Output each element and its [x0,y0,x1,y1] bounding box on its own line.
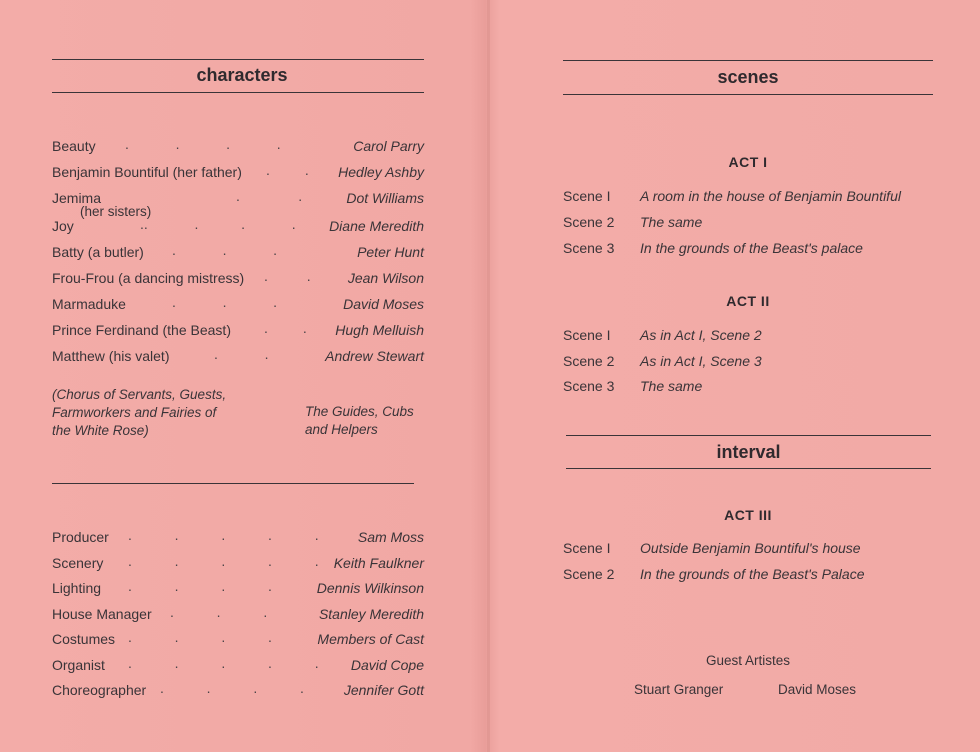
leader-dots: . . [266,162,309,178]
characters-heading: characters [196,65,288,85]
actor-name: Hugh Melluish [335,322,424,338]
crew-role: Producer [52,529,109,545]
chorus-line: and Helpers [305,422,378,437]
role-name: Joy [52,218,74,234]
act-title: ACT I [728,154,768,170]
scene-description: The same [640,378,703,394]
role-name: Matthew (his valet) [52,348,170,364]
scene-number: Scene I [563,540,611,556]
crew-name: Sam Moss [357,529,424,545]
crew-role: Choreographer [52,682,147,698]
crew-role: Costumes [52,631,116,647]
actor-name: Dot Williams [346,190,424,206]
act-title: ACT II [726,293,770,309]
role-name: Prince Ferdinand (the Beast) [52,322,231,338]
chorus-performers [305,403,414,439]
crew-name: Jennifer Gott [343,682,424,698]
leader-dots: . . [236,188,303,204]
divider [52,59,424,60]
actor-name: Peter Hunt [357,244,424,260]
divider [566,468,931,469]
scene-number: Scene 3 [563,378,615,394]
crew-role: House Manager [52,606,152,622]
crew-name: Dennis Wilkinson [316,580,424,596]
divider [563,60,933,61]
scene-number: Scene 3 [563,240,615,256]
scene-number: Scene 2 [563,353,615,369]
crew-name: Stanley Meredith [318,606,424,622]
actor-name: Hedley Ashby [338,164,424,180]
chorus-line: Farmworkers and Fairies of [52,405,217,420]
interval-heading: interval [716,442,781,462]
scene-description: As in Act I, Scene 3 [640,353,762,369]
leader-dots: . . . . . [128,655,319,671]
chorus-note [52,386,226,440]
leader-dots: . . . [170,604,268,620]
guest-artist-name: Stuart Granger [634,682,724,697]
divider [52,483,414,484]
guest-artist-name: David Moses [778,682,857,697]
crew-role: Organist [52,657,105,673]
divider [566,435,931,436]
role-name: Marmaduke [52,296,126,312]
leader-dots: . . . . . [128,527,319,543]
scene-description: In the grounds of the Beast's Palace [640,566,865,582]
scene-description: As in Act I, Scene 2 [640,327,762,343]
guest-artistes-title: Guest Artistes [705,653,791,668]
crew-role: Scenery [52,555,104,571]
chorus-line: the White Rose) [52,423,149,438]
role-name: Beauty [52,138,96,154]
leader-dots: . . . . . [128,553,319,569]
actor-name: David Moses [343,296,424,312]
scene-number: Scene I [563,327,611,343]
leader-dots: . . . [172,294,278,310]
crew-name: Members of Cast [317,631,424,647]
leader-dots: . . . . [125,136,281,152]
role-name: Jemima [52,190,102,206]
crew-role: Lighting [52,580,102,596]
scenes-heading: scenes [717,67,779,87]
crew-name: Keith Faulkner [333,555,424,571]
actor-name: Carol Parry [353,138,424,154]
actor-name: Jean Wilson [347,270,424,286]
scene-number: Scene 2 [563,566,615,582]
role-name: Batty (a butler) [52,244,144,260]
divider [52,92,424,93]
scene-description: The same [640,214,703,230]
leader-dots: . . . . [128,629,272,645]
leader-dots: . . [214,346,269,362]
scene-description: A room in the house of Benjamin Bountiful [640,188,901,204]
actor-name: Diane Meredith [329,218,424,234]
scene-description: In the grounds of the Beast's palace [640,240,863,256]
scene-description: Outside Benjamin Bountiful's house [640,540,861,556]
sisters-note: (her sisters) [80,204,152,219]
role-name: Frou-Frou (a dancing mistress) [52,270,245,286]
scene-number: Scene I [563,188,611,204]
divider [563,94,933,95]
leader-dots: . . . . [160,680,304,696]
center-fold [487,0,490,752]
crew-name: David Cope [350,657,424,673]
scene-number: Scene 2 [563,214,615,230]
leader-dots: . . . . [128,578,272,594]
act-title: ACT III [724,507,772,523]
chorus-line: The Guides, Cubs [305,404,414,419]
leader-dots: .. . . . [140,216,296,232]
actor-name: Andrew Stewart [325,348,424,364]
leader-dots: . . . [172,242,278,258]
leader-dots: . . [264,320,307,336]
role-name: Benjamin Bountiful (her father) [52,164,242,180]
leader-dots: . . [264,268,311,284]
chorus-line: (Chorus of Servants, Guests, [52,387,227,402]
